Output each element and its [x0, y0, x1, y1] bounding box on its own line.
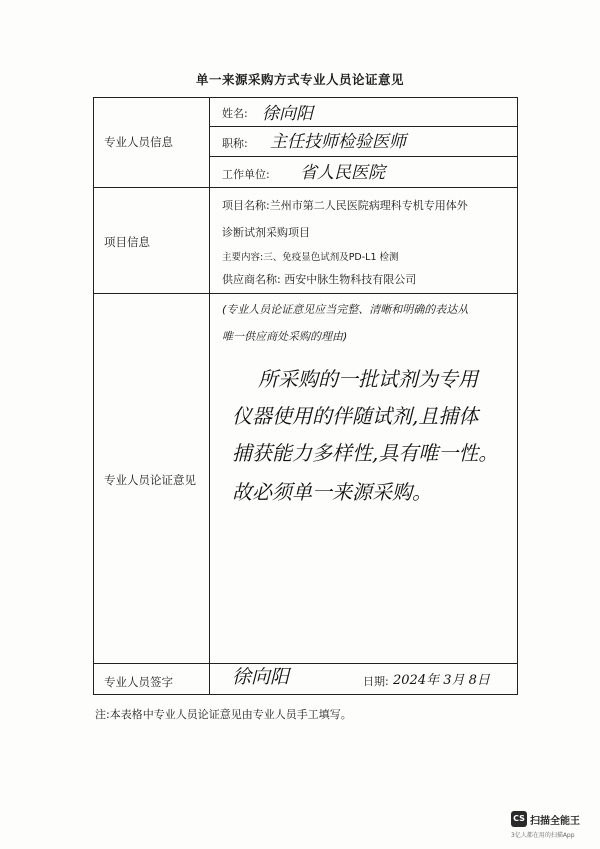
opinion-instruction-line2: 唯一供应商处采购的理由) — [222, 330, 348, 343]
date-value: 2024年 3月 8日 — [393, 673, 490, 688]
section-label-signature: 专业人员签字 — [104, 675, 173, 689]
name-label: 姓名: — [222, 107, 248, 120]
opinion-handwriting-line: 所采购的一批试剂为专用 — [258, 367, 478, 391]
project-name-line2: 诊断试剂采购项目 — [222, 226, 310, 239]
camscanner-logo-icon: CS — [511, 811, 527, 827]
opinion-handwriting-line: 捕获能力多样性,具有唯一性。 — [232, 441, 499, 465]
date-label: 日期: — [363, 675, 389, 688]
watermark-name: 扫描全能王 — [530, 816, 580, 827]
project-main-content: 主要内容:三、免疫显色试剂及PD-L1 检测 — [222, 252, 399, 263]
row-divider — [93, 293, 518, 294]
row-divider — [209, 156, 518, 157]
unit-value: 省人民医院 — [300, 163, 385, 183]
watermark-subtitle: 3亿人都在用的扫描App — [511, 832, 575, 839]
title-label: 职称: — [222, 137, 248, 150]
column-divider — [209, 97, 210, 695]
opinion-handwriting-line: 仪器使用的伴随试剂,且捕体 — [232, 404, 479, 428]
row-divider — [93, 663, 518, 664]
form-title: 单一来源采购方式专业人员论证意见 — [195, 72, 404, 87]
supplier-name: 供应商名称: 西安中脉生物科技有限公司 — [222, 273, 417, 286]
title-value: 主任技师检验医师 — [270, 132, 406, 152]
section-label-expert-info: 专业人员信息 — [104, 135, 173, 149]
signature-handwriting: 徐向阳 — [232, 666, 290, 688]
row-divider — [93, 187, 518, 188]
opinion-handwriting-line: 故必须单一来源采购。 — [232, 480, 432, 504]
section-label-project-info: 项目信息 — [104, 235, 150, 249]
opinion-instruction-line1: (专业人员论证意见应当完整、清晰和明确的表达从 — [222, 303, 469, 316]
scanner-watermark — [511, 809, 591, 843]
section-label-opinion: 专业人员论证意见 — [104, 473, 196, 487]
name-value: 徐向阳 — [262, 104, 313, 124]
footnote: 注:本表格中专业人员论证意见由专业人员手工填写。 — [95, 708, 352, 721]
project-name-line1: 项目名称:兰州市第二人民医院病理科专机专用体外 — [222, 199, 468, 212]
unit-label: 工作单位: — [222, 168, 270, 181]
